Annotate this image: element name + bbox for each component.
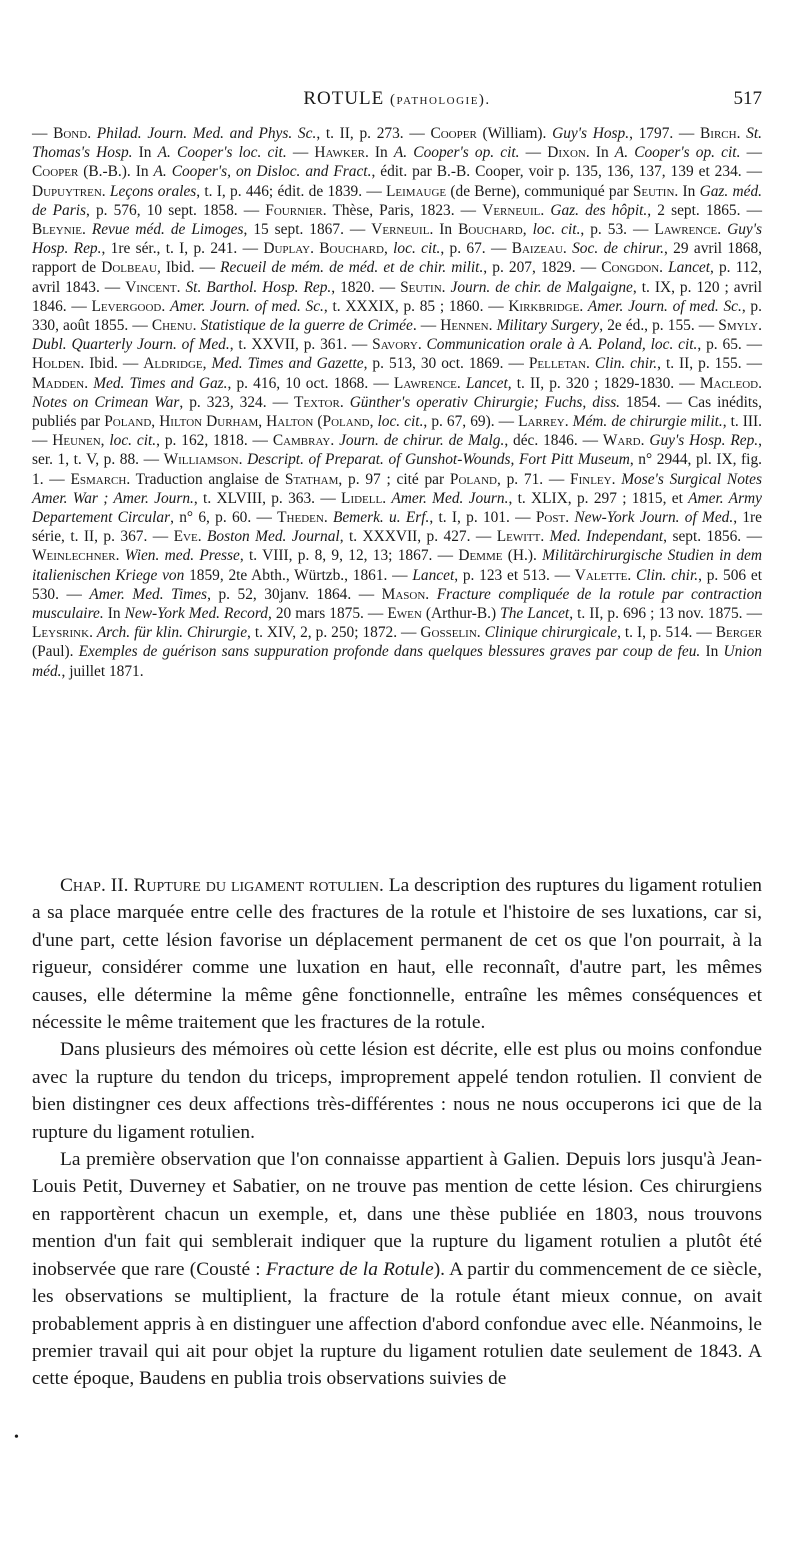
biblio-text-run: . [84, 374, 94, 392]
biblio-title-italic: Leçons orales [109, 182, 197, 200]
biblio-title-italic: Gaz. méd. de Paris [32, 182, 763, 219]
biblio-author-name: Cambray [272, 432, 331, 450]
chapter-paragraph [32, 872, 762, 1036]
biblio-text-run: . Traduction anglaise de [126, 470, 285, 488]
biblio-text-run: . [540, 201, 551, 219]
biblio-text-run: . [565, 509, 575, 527]
biblio-text-run: . [330, 432, 340, 450]
biblio-text-run: In [132, 144, 158, 162]
running-head [32, 88, 762, 114]
biblio-author-name: Mason [381, 585, 426, 603]
biblio-author-name: Finley [570, 470, 612, 488]
biblio-title-italic: Revue méd. de Limoges [91, 221, 244, 239]
biblio-text-run: . In [364, 144, 394, 162]
biblio-text-run: . [310, 240, 320, 258]
biblio-author-name: Levergood [91, 297, 162, 315]
biblio-author-name: Williamson [163, 451, 239, 469]
biblio-title-italic: Amer. Journ. of med. Sc. [169, 297, 324, 315]
biblio-text-run: . [717, 221, 728, 239]
biblio-title-italic: loc. cit. [532, 221, 581, 239]
biblio-author-name: Heunen [52, 432, 101, 450]
biblio-author-name: Cooper [32, 163, 79, 181]
biblio-text-run: . [238, 451, 248, 469]
biblio-title-italic: Statistique de la guerre de Crimée [200, 317, 413, 335]
biblio-author-name: Esmarch [70, 470, 127, 488]
biblio-title-italic: Descript. of Preparat. of Gunshot-Wounds, Fort Pitt Museum [247, 451, 630, 469]
biblio-text-run: . — [412, 317, 441, 335]
biblio-author-name: Aldridge [143, 355, 203, 373]
biblio-text-run: , t. I, p. 514. — [617, 624, 716, 642]
biblio-title-italic: Recueil de mém. de méd. et de chir. milit. [220, 259, 484, 277]
biblio-text-run: , p. 576, 10 sept. 1858. — [86, 201, 266, 219]
biblio-author-name: Baizeau [511, 240, 563, 258]
biblio-title-italic: Bemerk. u. Erf. [332, 509, 430, 527]
biblio-author-name: Kirkbridge [508, 297, 580, 315]
biblio-author-name: Fournier [265, 201, 323, 219]
biblio-author-name: Ward [602, 432, 641, 450]
running-title-subtitle: (pathologie). [390, 92, 491, 108]
biblio-title-italic: Journ. de chir. de Malgaigne [450, 278, 633, 296]
biblio-text-run: , p. 416, 10 oct. 1868. — [227, 374, 394, 392]
biblio-text-run: , 1820. — [331, 278, 401, 296]
biblio-text-run: . [87, 125, 97, 142]
biblio-author-name: Theden [277, 509, 324, 527]
chapter-paragraph [32, 1036, 762, 1146]
biblio-text-run: . [627, 566, 637, 584]
biblio-title-italic: Journ. de chirur. de Malg. [339, 432, 505, 450]
biblio-text-run: , p. 513, 30 oct. 1869. — [363, 355, 529, 373]
biblio-text-run: , p. 52, 30janv. 1864. — [207, 585, 382, 603]
biblio-text-run: , p. 53. — [580, 221, 655, 239]
biblio-title-italic: Mém. de chirurgie milit. [572, 413, 723, 431]
biblio-text-run: . [101, 182, 110, 200]
biblio-text-run: . [339, 393, 350, 411]
biblio-title-italic: Dubl. Quarterly Journ. of Med. [32, 336, 230, 354]
biblio-text-run: . [758, 317, 762, 335]
biblio-text-run: . In [674, 182, 700, 200]
biblio-title-italic: Union méd. [32, 643, 762, 680]
biblio-text-run: , p. 112, avril 1843. — [32, 259, 762, 296]
biblio-text-run: , déc. 1846. — [504, 432, 603, 450]
biblio-author-name: Bouchard [319, 240, 384, 258]
biblio-text-run: . [611, 470, 622, 488]
biblio-title-italic: Mose's Surgical Notes Amer. War ; Amer. Journ. [32, 470, 762, 507]
biblio-text-run: , t. II, p. 320 ; 1829-1830. — [507, 374, 700, 392]
biblio-author-name: Statham [284, 470, 339, 488]
biblio-text-run: , 15 sept. 1867. — [243, 221, 372, 239]
biblio-text-run: (B.-B.). In [78, 163, 154, 181]
biblio-author-name: Dolbeau [101, 259, 157, 277]
biblio-author-name: Bond [53, 125, 88, 142]
biblio-text-run: (H.). [502, 547, 543, 565]
biblio-text-run: , 1re sér., t. I, p. 241. — [101, 240, 264, 258]
biblio-text-run: . [488, 317, 497, 335]
biblio-title-italic: Guy's Hosp. Rep. [649, 432, 759, 450]
biblio-title-italic: Med. Times and Gaz. [93, 374, 228, 392]
biblio-title-italic: The Lancet [500, 605, 570, 623]
biblio-author-name: Textor [293, 393, 340, 411]
biblio-author-name: Bouchard [458, 221, 523, 239]
biblio-text-run: , p. 71. — [496, 470, 571, 488]
biblio-text-run: (Arthur-B.) [421, 605, 501, 623]
biblio-text-run: . [640, 432, 650, 450]
biblio-title-italic: Fracture compliquée de la rotule par contraction musculaire. [32, 585, 762, 623]
biblio-author-name: Halton [266, 413, 314, 431]
biblio-text-run: , n° 2944, pl. IX, fig. 1. — [32, 451, 762, 488]
biblio-title-italic: A. Cooper's op. cit. [393, 144, 520, 162]
biblio-title-italic: Amer. Med. Times [89, 585, 208, 603]
biblio-text-run: ( [313, 413, 323, 431]
biblio-text-run: , sept. 1856. — [663, 528, 762, 546]
biblio-author-name: Larrey [518, 413, 565, 431]
biblio-text-run: . [161, 297, 170, 315]
biblio-text-run: . [456, 374, 466, 392]
biblio-author-name: Smyly [718, 317, 759, 335]
biblio-author-name: Poland [322, 413, 370, 431]
biblio-text-run: . [540, 528, 550, 546]
biblio-title-italic: Clin. chir. [636, 566, 699, 584]
biblio-text-run: , p. 506 et 530. — [32, 566, 762, 603]
biblio-author-name: Birch [700, 125, 737, 142]
biblio-title-italic: Guy's Hosp. [552, 125, 630, 142]
biblio-text-run: , t. II, p. 696 ; 13 nov. 1875. — [569, 605, 762, 623]
biblio-text-run: . [564, 413, 573, 431]
biblio-text-run: . [89, 624, 97, 642]
biblio-title-italic: Wien. med. Presse [124, 547, 240, 565]
biblio-text-run: , t. II, p. 273. — [316, 125, 431, 142]
biblio-text-run: , t. XLIX, p. 297 ; 1815, et [508, 489, 689, 507]
biblio-title-italic: A. Cooper's, on Disloc. and Fract. [153, 163, 372, 181]
biblio-text-run: , [258, 413, 267, 431]
biblio-title-italic: Exemples de guérison sans suppuration profonde dans quelques blessures graves par coup de feu. [78, 643, 701, 661]
biblio-author-name: Hilton [159, 413, 203, 431]
biblio-title-italic: Communication orale à A. Poland, loc. cit. [426, 336, 698, 354]
biblio-text-run: , p. 65. — [697, 336, 762, 354]
biblio-text-run: . [441, 278, 451, 296]
biblio-author-name: Hawker [314, 144, 365, 162]
biblio-title-italic: Amer. Med. Journ. [391, 489, 509, 507]
chapter-text-run: ). A partir du commencement de ce siècle, les observations se multiplient, la fracture de la rotule étant mieux connue, on avait probablement appris à en distinguer une affection d'abord confondue avec elle. Néanmoins, le premier travail qui ait pour objet la rupture du ligament rotulien date seulement de 1843. A cette époque, Baudens en publia trois observations suivies de [32, 1258, 762, 1390]
biblio-title-italic: St. Thomas's Hosp. [32, 125, 762, 162]
biblio-text-run: . [323, 509, 333, 527]
biblio-text-run: . [562, 240, 573, 258]
biblio-title-italic: Amer. Journ. of med. Sc. [587, 297, 742, 315]
biblio-author-name: Eve [173, 528, 198, 546]
biblio-text-run: . In [429, 221, 459, 239]
biblio-author-name: Congdon [601, 259, 660, 277]
biblio-title-italic: Lancet [412, 566, 455, 584]
biblio-author-name: Hennen [440, 317, 489, 335]
running-title-main: ROTULE [303, 88, 385, 109]
biblio-text-run: . [417, 336, 427, 354]
biblio-author-name: Dupuytren [32, 182, 102, 200]
biblio-title-italic: Militärchirurgische Studien in dem italienischen Kriege von [32, 547, 763, 584]
biblio-text-run: . [81, 221, 92, 239]
biblio-author-name: Verneuil [482, 201, 541, 219]
biblio-text-run: In [700, 643, 724, 661]
biblio-title-italic: Soc. de chirur. [572, 240, 664, 258]
biblio-text-run: , t. III. — [32, 413, 763, 450]
biblio-text-run: (Paul). [32, 643, 79, 661]
biblio-text-run: (de Berne), communiqué par [446, 182, 633, 200]
biblio-text-run: , p. 97 ; cité par [338, 470, 450, 488]
chapter-text-run: La première observation que l'on connaisse appartient à Galien. Depuis lors jusqu'à Jean-Louis Petit, Duverney et Sabatier, on ne trouve pas mention de cette lésion. Ces chirurgiens en rapportèrent chacun un exemple, et, dans une thèse publiée en 1803, nous trouvons mention d'un fait qui semblerait indiquer que la rupture du ligament rotulien a plutôt été inobservée que rare (Cousté : [32, 1149, 762, 1280]
biblio-text-run: . [579, 297, 588, 315]
biblio-text-run: , t. I, p. 101. — [429, 509, 536, 527]
biblio-text-run: — [740, 144, 762, 162]
biblio-author-name: Lawrence [654, 221, 718, 239]
biblio-text-run: . Ibid. — [80, 355, 144, 373]
biblio-text-run: , t. XXXVII, p. 427. — [339, 528, 497, 546]
biblio-title-italic: Notes on Crimean War [32, 393, 180, 411]
biblio-text-run: . [659, 259, 669, 277]
biblio-author-name: Seutin [632, 182, 675, 200]
biblio-author-name: Leimauge [386, 182, 447, 200]
biblio-text-run: . [476, 624, 485, 642]
biblio-text-run: , juillet 1871. [61, 662, 144, 680]
biblio-text-run: , t. XIV, 2, p. 250; 1872. — [247, 624, 421, 642]
biblio-author-name: Lidell [341, 489, 383, 507]
biblio-text-run: , n° 6, p. 60. — [170, 509, 278, 527]
page-number: 517 [733, 88, 762, 109]
biblio-author-name: Durham [206, 413, 259, 431]
biblio-title-italic: Clinique chirurgicale [484, 624, 618, 642]
biblio-title-italic: Lancet [465, 374, 508, 392]
biblio-text-run: , p. 330, août 1855. — [32, 297, 762, 335]
biblio-text-run: , t. II, p. 155. — [657, 355, 762, 373]
biblio-title-italic: loc. cit. [109, 432, 157, 450]
chapter-text-run: La description des ruptures du ligament rotulien a sa place marquée entre celle des fractures de la rotule et l'histoire de ses luxations, car si, d'une part, cette lésion favorise un déplacement permanent de cet os que l'on pourrait, à la rigueur, considérer comme une luxation en haut, elle reconnaît, d'autre part, les mêmes causes, elle détermine la même gêne fonctionnelle, entraîne les mêmes conséquences et nécessite le même traitement que les fractures de la rotule. [32, 875, 763, 1034]
biblio-author-name: Bleynie [32, 221, 82, 239]
biblio-author-name: Vincent [125, 278, 177, 296]
biblio-title-italic: New-York Med. Record [124, 605, 268, 623]
biblio-author-name: Pelletan [528, 355, 587, 373]
biblio-title-italic: St. Barthol. Hosp. Rep. [185, 278, 332, 296]
biblio-text-run: , p. 67. — [440, 240, 512, 258]
biblio-title-italic: Guy's Hosp. Rep. [32, 221, 763, 258]
biblio-author-name: Weinlechner [32, 547, 116, 565]
biblio-author-name: Berger [715, 624, 763, 642]
biblio-title-italic: Clin. chir. [594, 355, 658, 373]
biblio-text-run: , [151, 413, 160, 431]
biblio-text-run: , p. 162, 1818. — [156, 432, 273, 450]
biblio-text-run: . [382, 489, 392, 507]
biblio-title-italic: Arch. für klin. Chirurgie [96, 624, 248, 642]
biblio-text-run: , [369, 413, 378, 431]
chapter-title-italic: Fracture de la Rotule [265, 1258, 434, 1280]
biblio-text-run: . [758, 374, 762, 392]
biblio-text-run: , Ibid. — [156, 259, 221, 277]
biblio-author-name: Valette [574, 566, 628, 584]
biblio-text-run: 1854. — Cas inédits, publiés par [32, 393, 762, 431]
biblio-text-run: , [522, 221, 533, 239]
biblio-title-italic: Philad. Journ. Med. and Phys. Sc. [96, 125, 317, 142]
biblio-text-run: , 2e éd., p. 155. — [599, 317, 719, 335]
biblio-title-italic: Med. Times and Gazette [211, 355, 364, 373]
biblio-text-run: , 29 avril 1868, rapport de [32, 240, 763, 277]
biblio-text-run: , p. 323, 324. — [179, 393, 294, 411]
margin-mark: • [14, 1430, 19, 1445]
biblio-author-name: Chenu [151, 317, 193, 335]
biblio-title-italic: A. Cooper's loc. cit. [157, 144, 287, 162]
biblio-title-italic: loc. cit. [393, 240, 441, 258]
biblio-title-italic: Amer. Army Departement Circular [32, 489, 763, 527]
biblio-text-run: , [383, 240, 394, 258]
biblio-text-run: , ser. 1, t. V, p. 88. — [32, 432, 762, 469]
biblio-text-run: (William). [476, 125, 553, 142]
biblio-text-run: , 1797. — [629, 125, 701, 142]
biblio-text-run: , t. IX, p. 120 ; avril 1846. — [32, 278, 762, 315]
biblio-author-name: Demme [458, 547, 503, 565]
biblio-title-italic: Med. Independant [549, 528, 664, 546]
biblio-author-name: Macleod [699, 374, 759, 392]
biblio-text-run: , 1re série, t. II, p. 367. — [32, 509, 762, 546]
biblio-text-run: , t. XXVII, p. 361. — [229, 336, 373, 354]
biblio-text-run: . [192, 317, 201, 335]
biblio-text-run: 1859, 2te Abth., Würtzb., 1861. — [184, 566, 413, 584]
biblio-author-name: Poland [104, 413, 152, 431]
chapter-author-name: Chap. II. Rupture du ligament rotulien. [60, 875, 384, 896]
biblio-author-name: Holden [32, 355, 81, 373]
biblio-title-italic: loc. cit. [377, 413, 424, 431]
biblio-text-run: — [32, 125, 54, 142]
biblio-text-run: , t. VIII, p. 8, 9, 12, 13; 1867. — [239, 547, 459, 565]
biblio-text-run: In [103, 605, 125, 623]
biblio-text-run: . [197, 528, 207, 546]
chapter-paragraph [32, 1146, 762, 1393]
biblio-text-run: , [100, 432, 110, 450]
biblio-author-name: Lawrence [393, 374, 457, 392]
bibliography-block [32, 124, 762, 681]
biblio-text-run: , t. XLVIII, p. 363. — [193, 489, 342, 507]
biblio-text-run: . [176, 278, 186, 296]
biblio-author-name: Dixon [547, 144, 586, 162]
biblio-author-name: Leysrink [32, 624, 90, 642]
biblio-text-run: , édit. par B.-B. Cooper, voir p. 135, 136, 137, 139 et 234. — [371, 163, 762, 181]
biblio-title-italic: A. Cooper's op. cit. [614, 144, 741, 162]
biblio-author-name: Seutin [400, 278, 442, 296]
biblio-title-italic: Military Surgery [496, 317, 600, 335]
biblio-text-run: . [586, 355, 595, 373]
biblio-title-italic: Gaz. des hôpit. [550, 201, 648, 219]
biblio-text-run: . [115, 547, 125, 565]
biblio-text-run: , t. I, p. 446; édit. de 1839. — [196, 182, 386, 200]
biblio-author-name: Duplay [263, 240, 311, 258]
biblio-title-italic: New-York Journ. of Med. [574, 509, 734, 527]
biblio-title-italic: Boston Med. Journal [206, 528, 340, 546]
biblio-text-run: , t. XXXIX, p. 85 ; 1860. — [323, 297, 509, 315]
biblio-author-name: Ewen [387, 605, 422, 623]
biblio-author-name: Lewitt [496, 528, 541, 546]
biblio-text-run: , 2 sept. 1865. — [647, 201, 762, 219]
running-title [32, 88, 762, 110]
biblio-text-run: , 20 mars 1875. — [267, 605, 388, 623]
chapter-text-run: Dans plusieurs des mémoires où cette lésion est décrite, elle est plus ou moins confondue avec la rupture du tendon du triceps, improprement appelé tendon rotulien. Il convient de bien distingner ces deux affections très-différentes : nous ne nous occuperons ici que de la rupture du ligament rotulien. [32, 1039, 762, 1143]
biblio-text-run: — [519, 144, 548, 162]
biblio-text-run: — [286, 144, 315, 162]
biblio-text-run: , [202, 355, 212, 373]
biblio-author-name: Post [535, 509, 566, 527]
biblio-title-italic: Lancet [668, 259, 711, 277]
biblio-author-name: Cooper [430, 125, 477, 142]
biblio-text-run: , p. 207, 1829. — [483, 259, 602, 277]
biblio-text-run: , p. 67, 69). — [423, 413, 519, 431]
biblio-text-run: . Thèse, Paris, 1823. — [322, 201, 483, 219]
biblio-text-run: , p. 123 et 513. — [454, 566, 575, 584]
biblio-author-name: Gosselin [420, 624, 477, 642]
biblio-text-run: . [425, 585, 437, 603]
biblio-author-name: Madden [32, 374, 85, 392]
chapter-text [32, 872, 762, 1393]
biblio-title-italic: Günther's operativ Chirurgie; Fuchs, diss. [349, 393, 621, 411]
biblio-author-name: Savory [372, 336, 418, 354]
biblio-text-run: . [736, 125, 747, 142]
biblio-author-name: Verneuil [371, 221, 430, 239]
biblio-author-name: Poland [449, 470, 497, 488]
biblio-text-run: . In [585, 144, 615, 162]
